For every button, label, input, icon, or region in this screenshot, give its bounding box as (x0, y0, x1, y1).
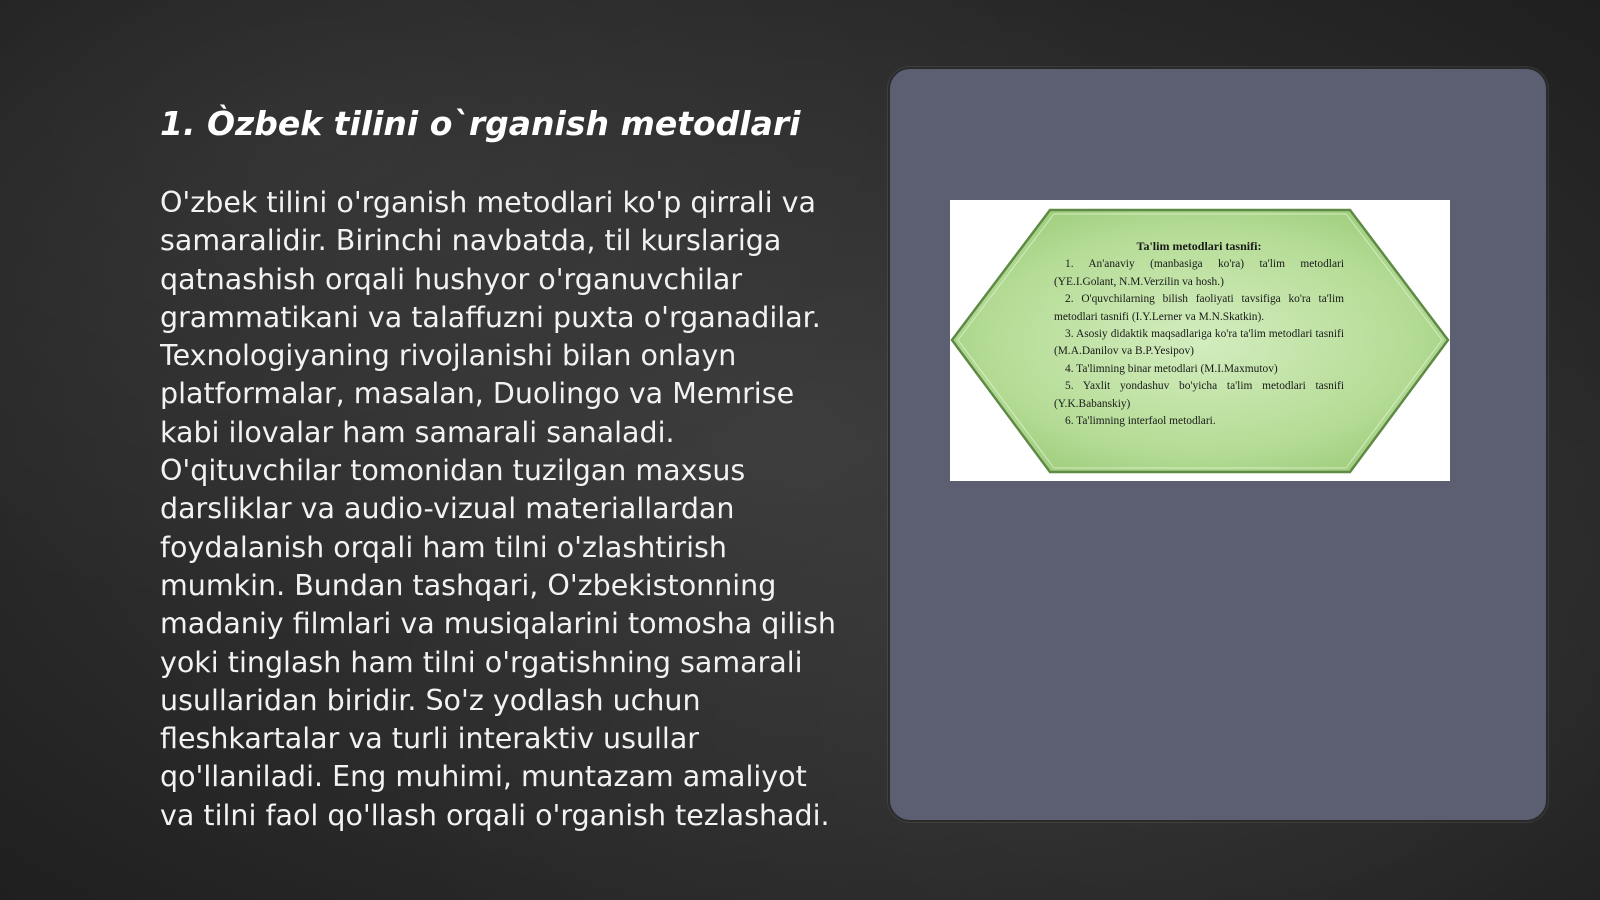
figure-item: 4. Ta'limning binar metodlari (M.I.Maxmutov) (1065, 362, 1278, 375)
slide-title: 1. Òzbek tilini o`rganish metodlari (160, 104, 801, 143)
figure-item: 3. Asosiy didaktik maqsadlariga ko'ra ta'lim metodlari tasnifi (M.A.Danilov va B.P.Yesipov) (1054, 328, 1344, 358)
figure-title: Ta'lim metodlari tasnifi: (1136, 239, 1262, 253)
figure-text (1054, 238, 1344, 430)
classification-figure (950, 200, 1450, 481)
figure-item: 6. Ta'limning interfaol metodlari. (1065, 415, 1216, 428)
figure-item: 5. Yaxlit yondashuv bo'yicha ta'lim metodlari tasnifi (Y.K.Babanskiy) (1054, 380, 1344, 410)
figure-item: 2. O'quvchilarning bilish faoliyati tavsifiga ko'ra ta'lim metodlari tasnifi (I.Y.Lerner va M.N.Skatkin). (1054, 293, 1344, 323)
slide-body-text: O'zbek tilini o'rganish metodlari ko'p qirrali va samaralidir. Birinchi navbatda, til kurslariga qatnashish orqali hushyor o'rganuvchilar grammatikani va talaffuzni puxta o'rganadilar. Texnologiyaning rivojlanishi bilan onlayn platformalar, masalan, Duolingo va Memrise kabi ilovalar ham samarali sanaladi. O'qituvchilar tomonidan tuzilgan maxsus darsliklar va audio-vizual materiallardan foydalanish orqali ham tilni o'zlashtirish mumkin. Bundan tashqari, O'zbekistonning madaniy filmlari va musiqalarini tomosha qilish yoki tinglash ham tilni o'rgatishning samarali usullaridan biridir. So'z yodlash uchun fleshkartalar va turli interaktiv usullar qo'llaniladi. Eng muhimi, muntazam amaliyot va tilni faol qo'llash orqali o'rganish tezlashadi. (160, 186, 836, 832)
figure-item: 1. An'anaviy (manbasiga ko'ra) ta'lim metodlari (YE.I.Golant, N.M.Verzilin va hosh.) (1054, 258, 1344, 288)
